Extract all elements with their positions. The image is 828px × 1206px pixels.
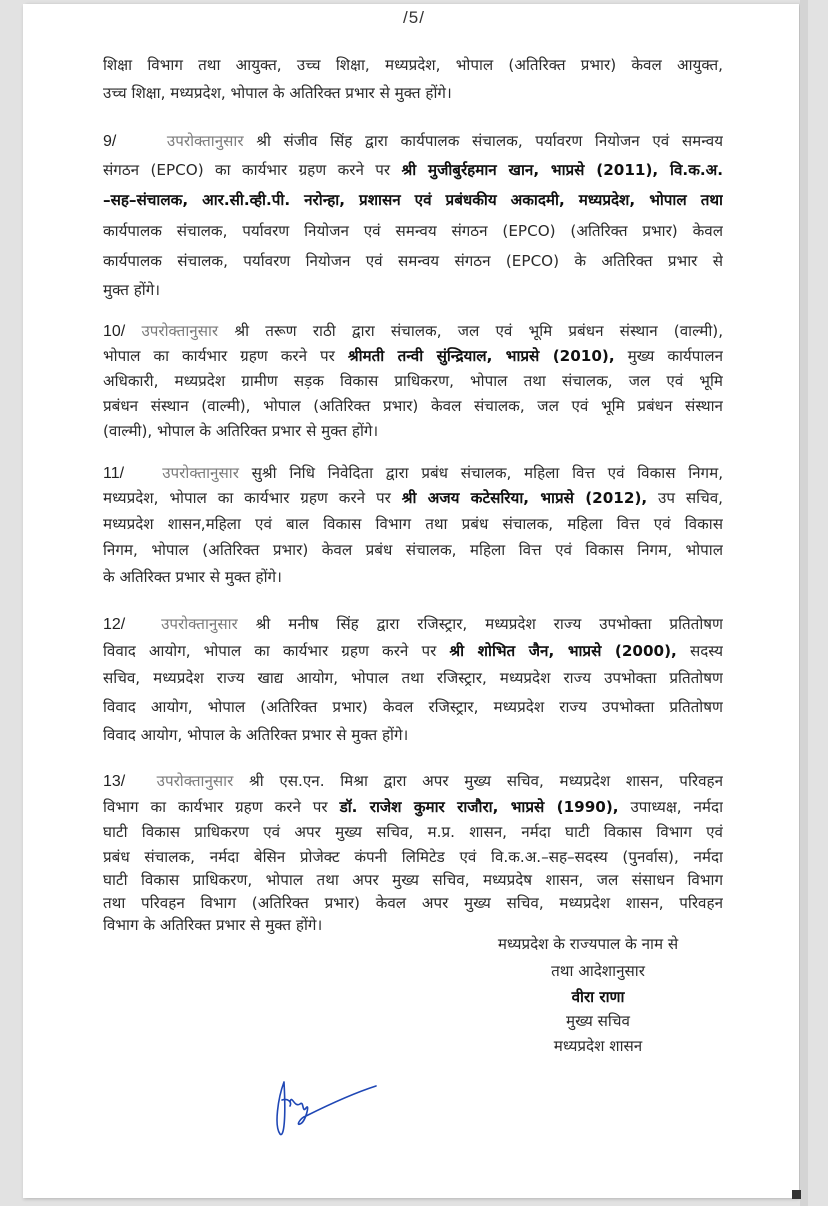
signature-order-line: तथा आदेशानुसार bbox=[551, 962, 645, 980]
p13-line-4: प्रबंध संचालक, नर्मदा बेसिन प्रोजेक्ट कंपनी लिमिटेड एवं वि.क.अ.–सह–सदस्य (पुनर्वास), नर्मदा bbox=[103, 848, 723, 866]
p11-line-2-a: मध्यप्रदेश, भोपाल का कार्यभार ग्रहण करने पर bbox=[103, 489, 391, 507]
p9-line-5: कार्यपालक संचालक, पर्यावरण नियोजन एवं समन्वय संगठन (EPCO) के अतिरिक्त प्रभार से bbox=[103, 252, 723, 270]
p9-lead: उपरोक्तानुसार bbox=[166, 132, 244, 150]
p10-number: 10/ bbox=[103, 323, 126, 340]
p13-line-5: घाटी विकास प्राधिकरण, भोपाल तथा अपर मुख्य सचिव, मध्यप्रदेष शासन, जल संसाधन विभाग bbox=[103, 871, 723, 889]
p12-number: 12/ bbox=[103, 616, 126, 633]
p13-line-7: विभाग के अतिरिक्त प्रभार से मुक्त होंगे। bbox=[103, 916, 323, 934]
scrollbar[interactable] bbox=[800, 0, 808, 1206]
p9-line-1 bbox=[103, 131, 723, 152]
p9-line-2 bbox=[103, 160, 723, 180]
p11-line-5: के अतिरिक्त प्रभार से मुक्त होंगे। bbox=[103, 568, 282, 586]
p10-appointee: श्रीमती तन्वी सुंन्द्रियाल, भाप्रसे (2010), bbox=[347, 347, 615, 365]
intro-line-2: उच्च शिक्षा, मध्यप्रदेश, भोपाल के अतिरिक्त प्रभार से मुक्त होंगे। bbox=[103, 84, 452, 102]
p12-line-5: विवाद आयोग, भोपाल के अतिरिक्त प्रभार से मुक्त होंगे। bbox=[103, 726, 409, 744]
p11-appointee: श्री अजय कटेसरिया, भाप्रसे (2012), bbox=[401, 489, 648, 507]
p9-appointee: श्री मुजीबुर्रहमान खान, भाप्रसे (2011), वि.क.अ. bbox=[401, 161, 723, 179]
p13-line-1-rest: श्री एस.एन. मिश्रा द्वारा अपर मुख्य सचिव, मध्यप्रदेश शासन, परिवहन bbox=[249, 772, 723, 790]
p11-line-2 bbox=[103, 488, 723, 508]
signatory-name: वीरा राणा bbox=[571, 988, 625, 1006]
p9-line-1-rest: श्री संजीव सिंह द्वारा कार्यपालक संचालक, पर्यावरण नियोजन एवं समन्वय bbox=[256, 132, 723, 150]
p10-line-2 bbox=[103, 346, 723, 366]
p12-lead: उपरोक्तानुसार bbox=[161, 615, 238, 633]
p11-lead: उपरोक्तानुसार bbox=[162, 464, 239, 482]
p10-line-4: प्रबंधन संस्थान (वाल्मी), भोपाल (अतिरिक्त प्रभार) केवल संचालक, जल एवं भूमि प्रबंधन संस्थान bbox=[103, 397, 723, 415]
intro-line-1: शिक्षा विभाग तथा आयुक्त, उच्च शिक्षा, मध्यप्रदेश, भोपाल (अतिरिक्त प्रभार) केवल आयुक्त, bbox=[103, 56, 723, 74]
p11-line-3: मध्यप्रदेश शासन,महिला एवं बाल विकास विभाग तथा प्रबंध संचालक, महिला वित्त एवं विकास bbox=[103, 515, 723, 533]
p9-line-3: –सह–संचालक, आर.सी.व्ही.पी. नरोन्हा, प्रशासन एवं प्रबंधकीय अकादमी, मध्यप्रदेश, भोपाल तथा bbox=[103, 191, 723, 209]
p13-line-3: घाटी विकास प्राधिकरण एवं अपर मुख्य सचिव, म.प्र. शासन, नर्मदा घाटी विकास विभाग एवं bbox=[103, 823, 723, 841]
page-number: /5/ bbox=[403, 8, 425, 27]
p12-line-3: सचिव, मध्यप्रदेश राज्य खाद्य आयोग, भोपाल तथा रजिस्ट्रार, मध्यप्रदेश राज्य उपभोक्ता प्रतितोषण bbox=[103, 669, 723, 687]
resize-handle[interactable] bbox=[792, 1190, 801, 1199]
p9-number: 9/ bbox=[103, 133, 117, 150]
p10-line-2-a: भोपाल का कार्यभार ग्रहण करने पर bbox=[103, 347, 335, 365]
p13-number: 13/ bbox=[103, 773, 126, 790]
p13-appointee: डॉ. राजेश कुमार राजौरा, भाप्रसे (1990), bbox=[339, 798, 619, 816]
p10-line-3: अधिकारी, मध्यप्रदेश ग्रामीण सड़क विकास प्राधिकरण, भोपाल तथा संचालक, जल एवं भूमि bbox=[103, 372, 723, 390]
p12-line-2-c: सदस्य bbox=[689, 642, 723, 660]
p13-line-1 bbox=[103, 771, 723, 792]
p12-line-4: विवाद आयोग, भोपाल (अतिरिक्त प्रभार) केवल रजिस्ट्रार, मध्यप्रदेश राज्य उपभोक्ता प्रतितोषण bbox=[103, 698, 723, 716]
p12-line-2-a: विवाद आयोग, भोपाल का कार्यभार ग्रहण करने पर bbox=[103, 642, 437, 660]
signatory-office: मध्यप्रदेश शासन bbox=[553, 1037, 643, 1055]
p9-line-2-a: संगठन (EPCO) का कार्यभार ग्रहण करने पर bbox=[103, 161, 391, 179]
p12-line-1 bbox=[103, 614, 723, 635]
p10-lead: उपरोक्तानुसार bbox=[141, 322, 219, 340]
p11-line-1 bbox=[103, 463, 723, 484]
p12-appointee: श्री शोभित जैन, भाप्रसे (2000), bbox=[449, 642, 677, 660]
p12-line-2 bbox=[103, 641, 723, 661]
p11-number: 11/ bbox=[103, 465, 125, 482]
p13-line-6: तथा परिवहन विभाग (अतिरिक्त प्रभार) केवल अपर मुख्य सचिव, मध्यप्रदेश शासन, परिवहन bbox=[103, 894, 723, 912]
p12-line-1-rest: श्री मनीष सिंह द्वारा रजिस्ट्रार, मध्यप्रदेश राज्य उपभोक्ता प्रतितोषण bbox=[255, 615, 723, 633]
p9-line-6: मुक्त होंगे। bbox=[103, 281, 161, 299]
signature-authority-line: मध्यप्रदेश के राज्यपाल के नाम से bbox=[497, 935, 679, 953]
p9-line-4: कार्यपालक संचालक, पर्यावरण नियोजन एवं समन्वय संगठन (EPCO) (अतिरिक्त प्रभार) केवल bbox=[103, 222, 723, 240]
p10-line-1 bbox=[103, 321, 723, 342]
p13-line-2-c: उपाध्यक्ष, नर्मदा bbox=[630, 798, 723, 816]
signatory-designation: मुख्य सचिव bbox=[566, 1012, 630, 1030]
p11-line-2-c: उप सचिव, bbox=[658, 489, 723, 507]
p11-line-4: निगम, भोपाल (अतिरिक्त प्रभार) केवल प्रबंध संचालक, महिला वित्त एवं विकास निगम, भोपाल bbox=[103, 541, 723, 559]
p13-line-2-a: विभाग का कार्यभार ग्रहण करने पर bbox=[103, 798, 328, 816]
p13-line-2 bbox=[103, 797, 723, 817]
p10-line-5: (वाल्मी), भोपाल के अतिरिक्त प्रभार से मुक्त होंगे। bbox=[103, 422, 379, 440]
p10-line-1-rest: श्री तरूण राठी द्वारा संचालक, जल एवं भूमि प्रबंधन संस्थान (वाल्मी), bbox=[234, 322, 723, 340]
p13-lead: उपरोक्तानुसार bbox=[156, 772, 234, 790]
p10-line-2-c: मुख्य कार्यपालन bbox=[627, 347, 723, 365]
p11-line-1-rest: सुश्री निधि निवेदिता द्वारा प्रबंध संचालक, महिला वित्त एवं विकास निगम, bbox=[251, 464, 723, 482]
handwritten-signature bbox=[276, 1078, 386, 1148]
